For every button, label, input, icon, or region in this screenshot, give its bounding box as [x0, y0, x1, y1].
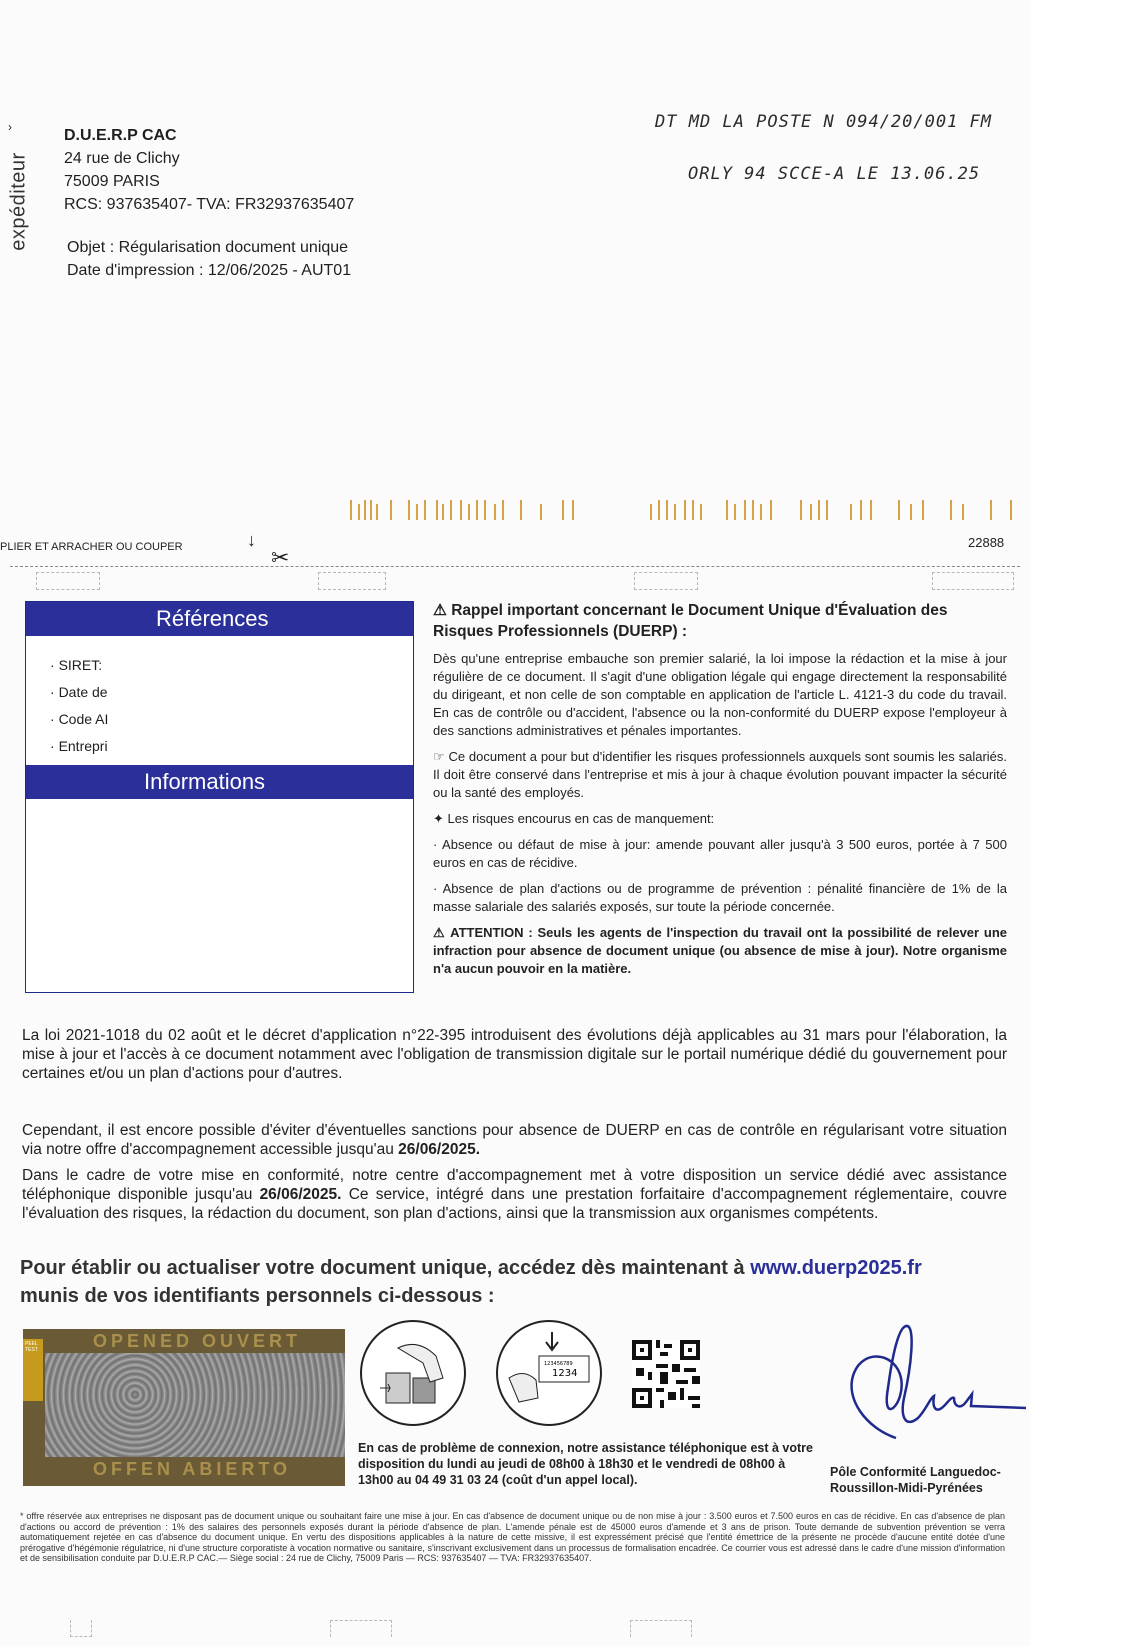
informations-title: Informations: [144, 769, 266, 794]
law-paragraph: La loi 2021-1018 du 02 août et le décret d'application n°22-395 introduisent des évolutions déjà applicables au 31 mars pour l'élaboration, la mise à jour et l'accès à ce document notamment avec l'obligation de transmission digitale sur le portail numérique dédié du gouvernement pour certaines et/ou un plan d'actions pour d'autres.: [22, 1027, 1007, 1082]
document-reference-number: 22888: [968, 535, 1005, 550]
reference-code: · Code AI: [50, 706, 108, 733]
references-list: [50, 652, 108, 760]
risk-item-2: · Absence de plan d'actions ou de programme de prévention : pénalité financière de 1% de la masse salariale des salariés exposés, sur toute la période concernée.: [433, 881, 1007, 914]
reminder-paragraph-1: Dès qu'une entreprise embauche son premier salarié, la loi impose la rédaction et la mise à jour régulière de ce document. Il s'agit d'une obligation légale qui engage directement la responsabilité du dirigeant, et non celle de son comptable en application de l'article L. 4121-3 du code du travail. En cas de contrôle ou d'accident, l'absence ou la non-conformité du DUERP expose l'employeur à des sanctions administratives et pénales importantes.: [433, 651, 1007, 738]
call-to-action: [20, 1254, 1020, 1310]
scratch-card[interactable]: [23, 1329, 345, 1486]
help-contact-text: En cas de problème de connexion, notre assistance téléphonique est à votre disposition du lundi au jeudi de 08h00 à 18h30 et le vendredi de 08h00 à 13h00 au 04 49 31 03 24 (coût d'un appel local).: [358, 1441, 813, 1487]
object-print-date: Date d'impression : 12/06/2025 - AUT01: [67, 262, 352, 279]
duerp-reminder: [433, 600, 1007, 986]
postmark-line-2: ORLY 94 SCCE-A LE 13.06.25: [688, 164, 981, 184]
cta-text-2: munis de vos identifiants personnels ci-dessous :: [20, 1285, 495, 1307]
informations-header: [26, 765, 413, 799]
signature-department: Pôle Conformité Languedoc-Roussillon-Midi-Pyrénées: [830, 1465, 1001, 1495]
scratch-foil[interactable]: [45, 1353, 345, 1457]
reminder-paragraph-2: ☞ Ce document a pour but d'identifier les risques professionnels auxquels sont soumis les salariés. Il doit être conservé dans l'entreprise et mis à jour à chaque évolution pouvant impacter la sécurité ou la santé des employés.: [433, 749, 1007, 800]
window-mark: [932, 572, 1014, 590]
fold-arrow-icon: ↓: [247, 530, 256, 550]
sender-registration: RCS: 937635407- TVA: FR32937635407: [64, 196, 355, 213]
peel-tab: [23, 1339, 43, 1401]
references-header: [26, 602, 413, 636]
reference-company: · Entrepri: [50, 733, 108, 760]
code-label-small: 123456789: [544, 1361, 573, 1367]
references-panel: [25, 601, 414, 993]
footnote: * offre réservée aux entreprises ne disposant pas de document unique ou souhaitant faire une mise à jour. En cas d'absence de document unique ou de non mise à jour : 3.500 euros et 7.500 euros en cas de récidive. En cas d'absence de plan d'actions ou accord de prévention : 1% des salaires des personnels exposés durant la période d'absence de plan. L'amende pénale est de 45000 euros d'amende et 3 ans de prison. Toute demande de subvention prévention se verra automatiquement rejetée en cas d'absence du document unique. En vertu des dispositions applicables à la nature de cette missive, il est expressément précisé que l'entité émettrice de la présente ne procède d'aucune entité dotée d'une prérogative d'hégémonie régulatrice, ni d'une structure corporatiste à vocation normative ou sanitaire, s'inscrivant exclusivement dans un processus de formalisation encadrée. Ce courrier vous est adressé dans le cadre d'une mission d'information et de sensibilisation conduite par D.U.E.R.P CAC.— Siège social : 24 rue de Clichy, 75009 Paris — RCS: 937635407 — TVA: FR32937635407.: [20, 1511, 1005, 1563]
risk-item-1: · Absence ou défaut de mise à jour: amende pouvant aller jusqu'à 3 500 euros, portée à 7 500 euros en cas de récidive.: [433, 837, 1007, 870]
scratch-instruction-illustration: [358, 1318, 468, 1428]
cta-text: Pour établir ou actualiser votre document unique, accédez dès maintenant à: [20, 1257, 745, 1279]
risks-title: ✦ Les risques encourus en cas de manquement:: [433, 811, 715, 826]
reminder-title: ⚠ Rappel important concernant le Document Unique d'Évaluation des Risques Professionnels (DUERP) :: [433, 602, 948, 640]
reference-siret: · SIRET:: [50, 652, 108, 679]
duerp-website-link[interactable]: www.duerp2025.fr: [750, 1257, 922, 1279]
window-mark: [634, 572, 698, 590]
window-mark: [330, 1620, 392, 1637]
object-subject: Objet : Régularisation document unique: [67, 239, 349, 256]
scissors-icon: ✂: [271, 545, 290, 570]
scratch-top-label: OPENED OUVERT: [93, 1331, 302, 1351]
window-mark: [630, 1620, 692, 1637]
service-paragraph: [22, 1166, 1007, 1223]
sender-name: D.U.E.R.P CAC: [64, 127, 177, 144]
cut-line: [10, 566, 1020, 567]
sender-vertical-label: expéditeur: [7, 152, 30, 251]
postmark-line-1: DT MD LA POSTE N 094/20/001 FM: [655, 112, 993, 132]
sender-marker-icon: ›: [8, 120, 12, 134]
code-label: 1234: [552, 1368, 578, 1379]
however-paragraph: [22, 1121, 1007, 1159]
service-text-b: Ce service, intégré dans une prestation forfaitaire d'accompagnement réglementaire, couvre l'évaluation des risques, la rédaction du document, son plan d'actions, ainsi que la transmission aux organismes compétents.: [22, 1186, 1007, 1222]
signature: [826, 1318, 1026, 1448]
postal-barcode: [350, 500, 1015, 520]
scratch-bottom-label: OFFEN ABIERTO: [93, 1459, 292, 1479]
sender-address: [64, 124, 354, 216]
however-text: Cependant, il est encore possible d'éviter d'éventuelles sanctions pour absence de DUERP en cas de contrôle en régularisant votre situation via notre offre d'accompagnement accessible jusqu'au: [22, 1122, 1007, 1158]
service-text-a: Dans le cadre de votre mise en conformité, notre centre d'accompagnement met à votre disposition un service dédié avec assistance téléphonique disponible jusqu'au: [22, 1167, 1007, 1203]
qr-code[interactable]: [632, 1340, 700, 1408]
service-deadline: 26/06/2025.: [259, 1186, 342, 1203]
window-mark: [318, 572, 386, 590]
references-title: Références: [156, 606, 269, 631]
attention-notice: ⚠ ATTENTION : Seuls les agents de l'inspection du travail ont la possibilité de relever une infraction pour absence de document unique (ou absence de mise à jour). Notre organisme n'a aucun pouvoir en la matière.: [433, 925, 1007, 976]
fold-instruction: PLIER ET ARRACHER OU COUPER: [0, 541, 183, 553]
window-mark: [36, 572, 100, 590]
window-mark: [70, 1620, 92, 1637]
sender-city: 75009 PARIS: [64, 173, 160, 190]
however-deadline: 26/06/2025.: [398, 1141, 481, 1158]
sender-street: 24 rue de Clichy: [64, 150, 180, 167]
peel-tab-label: PEEL TEST: [25, 1341, 38, 1353]
letter-object: [67, 236, 351, 282]
code-instruction-illustration: [494, 1318, 604, 1428]
reference-date: · Date de: [50, 679, 108, 706]
